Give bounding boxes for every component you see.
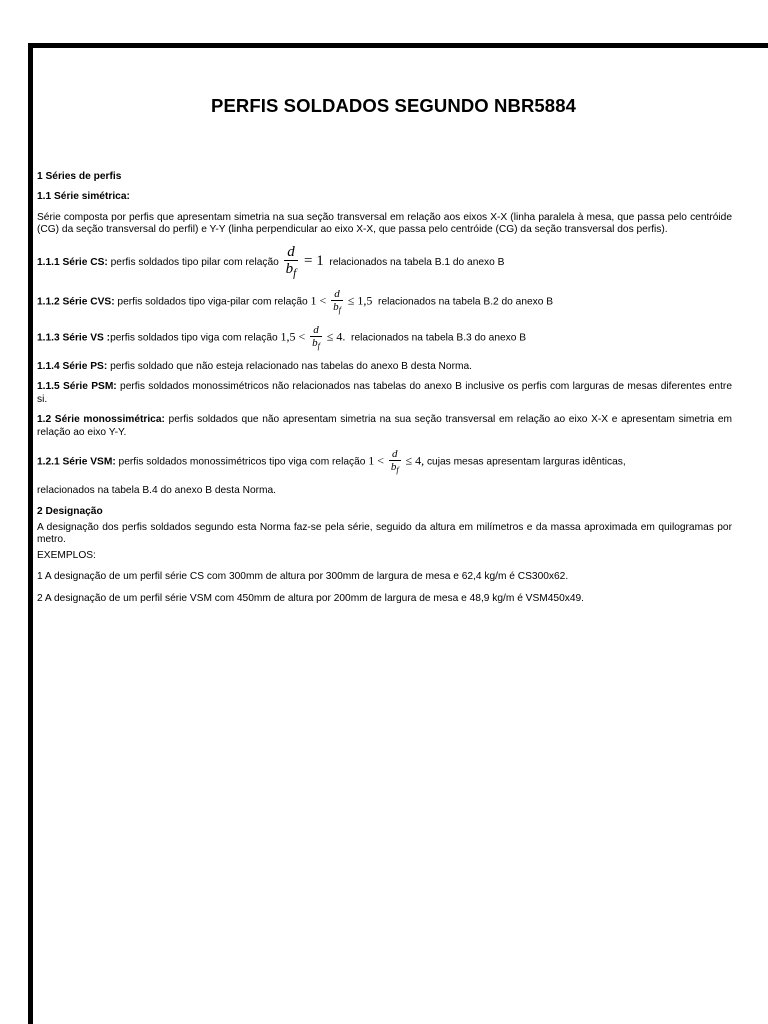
fraction-den-sub: f (396, 465, 399, 475)
relation-pre: 1 < (368, 453, 385, 468)
section-2-heading: 2 Designação (37, 506, 103, 518)
ratio-d-bf-fraction (284, 245, 299, 280)
section-1-1-2-text: perfis soldados tipo viga-pilar com relação (114, 296, 311, 308)
fraction-numerator: d (392, 448, 398, 461)
fraction-den-sub: f (338, 305, 341, 315)
fraction-den-sub: f (293, 266, 297, 279)
relation-pre: 1,5 < (280, 329, 306, 344)
fraction-den-base: b (285, 260, 294, 277)
fraction-den-base: b (333, 301, 339, 314)
fraction-denominator (310, 336, 322, 351)
section-1-1-2 (37, 289, 732, 315)
section-1-2-text: perfis soldados que não apresentam simetria na sua seção transversal em relação ao eixo X-X e apresentam simetria em relação ao eixo Y-Y. (37, 414, 732, 438)
fraction-numerator: d (287, 243, 295, 260)
section-1-1-1 (37, 245, 732, 280)
relation-post: ≤ 4, (405, 453, 425, 468)
section-1-1-4 (37, 361, 732, 374)
section-1-1-5 (37, 381, 732, 406)
section-1-1-4-text: perfis soldado que não esteja relacionado nas tabelas do anexo B desta Norma. (107, 360, 472, 372)
section-1-1-2-after: relacionados na tabela B.2 do anexo B (378, 296, 554, 308)
section-1-1-3-text: perfis soldados tipo viga com relação (110, 332, 281, 344)
section-1-1-3 (37, 325, 732, 351)
section-1-2-label: 1.2 Série monossimétrica: (37, 414, 165, 426)
fraction-den-sub: f (317, 341, 320, 351)
fraction-denominator (389, 460, 401, 475)
section-1-1-text: Série composta por perfis que apresentam simetria na sua seção transversal em relação aos eixos X-X (linha paralela à mesa, que passa pelo centróide (CG) da seção transversal do perfil) e Y-Y (linha perpendicular ao eixo X-X, que passa pelo centróide (CG) da seção transversal dos perfis). (37, 211, 732, 235)
section-1-1-3-after: relacionados na tabela B.3 do anexo B (351, 332, 527, 344)
section-2-text: A designação dos perfis soldados segundo esta Norma faz-se pela série, seguido da altura em milímetros e da massa aproximada em quilogramas por metro. (37, 521, 732, 546)
section-1-1-heading: 1.1 Série simétrica: (37, 191, 130, 202)
section-1-1-5-text: perfis soldados monossimétricos não relacionados nas tabelas do anexo B inclusive os perfis com larguras de mesas diferentes entre si. (37, 381, 732, 405)
section-1-heading: 1 Séries de perfis (37, 170, 122, 182)
relation-equals: = 1 (300, 252, 324, 269)
document-body (37, 48, 732, 605)
section-1-1-3-label: 1.1.3 Série VS : (37, 332, 111, 344)
relation-post: ≤ 1,5 (347, 293, 373, 308)
section-1-1-2-label: 1.1.2 Série CVS: (37, 296, 115, 308)
section-1-1-1-label: 1.1.1 Série CS: (37, 256, 108, 268)
ratio-d-bf-fraction (331, 289, 343, 315)
section-1-1-1-after: relacionados na tabela B.1 do anexo B (329, 256, 505, 268)
fraction-den-base: b (390, 461, 397, 474)
fraction-denominator (331, 300, 343, 315)
section-1-2-1 (37, 449, 732, 475)
relation-post: ≤ 4. (326, 329, 346, 344)
fraction-numerator: d (313, 323, 319, 336)
section-1-2-1-label: 1.2.1 Série VSM: (37, 456, 116, 468)
examples-label: EXEMPLOS: (37, 549, 96, 561)
relation-pre: 1 < (310, 293, 327, 308)
example-1: 1 A designação de um perfil série CS com 300mm de altura por 300mm de largura de mesa e 62,4 kg/m é CS300x62. (37, 571, 569, 583)
fraction-den-base: b (312, 336, 318, 349)
fraction-denominator (284, 260, 299, 280)
document-title: PERFIS SOLDADOS SEGUNDO NBR5884 (211, 95, 576, 116)
section-1-2-1-line2: relacionados na tabela B.4 do anexo B desta Norma. (37, 484, 276, 496)
ratio-d-bf-fraction (389, 449, 401, 475)
fraction-numerator: d (334, 288, 340, 301)
ratio-d-bf-fraction (310, 325, 322, 351)
section-1-2 (37, 414, 732, 439)
example-2: 2 A designação de um perfil série VSM com 450mm de altura por 200mm de largura de mesa e 48,9 kg/m é VSM450x49. (37, 592, 585, 604)
page-border-left (28, 43, 33, 1024)
section-1-1-1-text: perfis soldados tipo pilar com relação (107, 256, 282, 268)
section-1-2-1-text: perfis soldados monossimétricos tipo viga com relação (115, 456, 369, 468)
section-1-2-1-after: cujas mesas apresentam larguras idênticas, (424, 456, 626, 468)
section-1-1-4-label: 1.1.4 Série PS: (37, 360, 108, 372)
section-1-1-5-label: 1.1.5 Série PSM: (37, 381, 117, 393)
